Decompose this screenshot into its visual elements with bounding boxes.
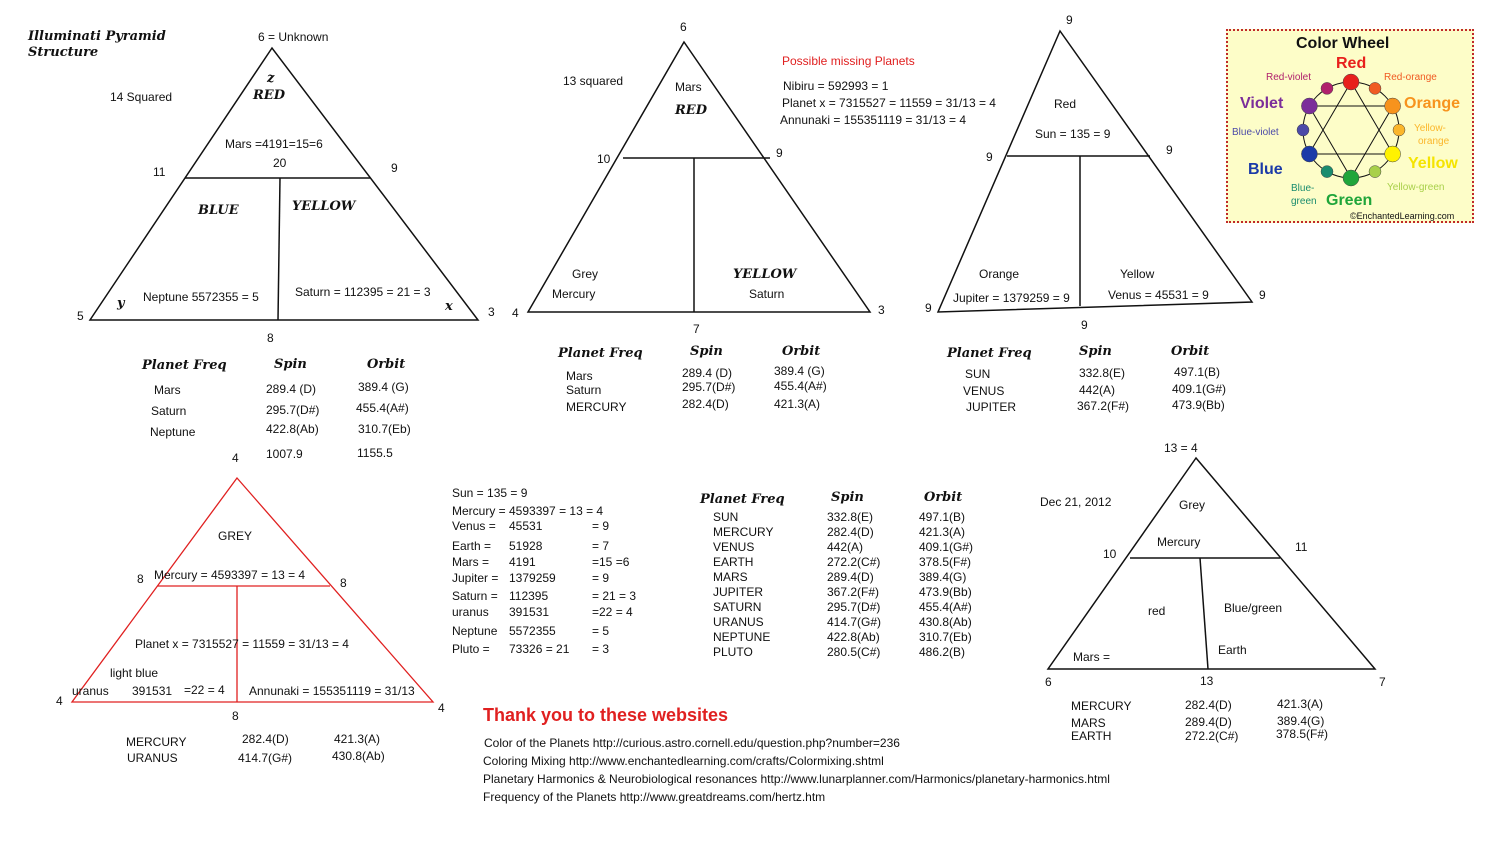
pyramid-d-bottom: 8 — [232, 709, 239, 723]
color-wheel-blue: Blue — [1248, 161, 1283, 178]
table-cell: MARS — [713, 570, 748, 584]
pyramid-b-yellow: YELLOW — [733, 267, 797, 282]
pyramid-b-grey: Grey — [572, 267, 599, 281]
table-cell: Mars — [566, 369, 593, 383]
table-cell: MERCURY — [1071, 699, 1132, 713]
table-cell: 455.4(A#) — [356, 401, 409, 415]
missing-planets-title: Possible missing Planets — [782, 54, 915, 68]
freq-table-header-orbit: Orbit — [924, 490, 963, 505]
color-wheel-red-violet: Red-violet — [1266, 72, 1312, 83]
table-cell: 295.7(D#) — [827, 600, 881, 614]
table-cell: VENUS — [963, 384, 1005, 398]
pyramid-d-uranus-eq: =22 = 4 — [184, 683, 225, 697]
table-cell: JUPITER — [713, 585, 764, 599]
numerology-cell: Jupiter = — [452, 571, 499, 585]
table-cell: 282.4(D) — [1185, 698, 1232, 712]
freq-table-header-planet: Planet Freq — [700, 492, 785, 507]
color-dot-green — [1343, 170, 1359, 186]
pyramid-a-red: RED — [253, 88, 285, 103]
numerology-cell: 112395 — [509, 589, 549, 603]
color-dot-blue-green — [1321, 166, 1333, 178]
pyramid-b-saturn: Saturn — [749, 287, 785, 301]
pyramid-e-blue-green: Blue/green — [1224, 601, 1283, 615]
table-cell: 389.4(G) — [919, 570, 967, 584]
pyramid-b-bottom-right: 3 — [878, 303, 885, 317]
pyramid-a-bottom-left: 5 — [77, 309, 84, 323]
pyramid-c-bottom: 9 — [1081, 318, 1088, 332]
table-cell: 455.4(A#) — [774, 379, 827, 393]
table-cell: 295.7(D#) — [266, 403, 320, 417]
table-cell: 473.9(Bb) — [1172, 398, 1225, 412]
pyramid-a-table-header-orbit: Orbit — [367, 357, 406, 372]
table-cell: SUN — [965, 367, 991, 381]
pyramid-a-top-label: 6 = Unknown — [258, 30, 329, 44]
pyramid-a-table-header-planet: Planet Freq — [142, 358, 227, 373]
color-wheel-dots — [1297, 74, 1405, 186]
pyramid-b-left-mid: 10 — [597, 152, 611, 166]
pyramid-c-bottom-right: 9 — [1259, 288, 1266, 302]
pyramid-c-sun: Sun = 135 = 9 — [1035, 127, 1111, 141]
pyramid-c-table-header-spin: Spin — [1079, 344, 1112, 359]
table-cell: 473.9(Bb) — [919, 585, 972, 599]
pyramid-a-title-line2: Structure — [28, 45, 99, 60]
table-cell: 389.4 (G) — [358, 380, 409, 394]
table-cell: 272.2(C#) — [827, 555, 881, 569]
table-cell: 422.8(Ab) — [266, 422, 319, 436]
numerology-cell: = 5 — [592, 624, 610, 638]
color-wheel-blue-green-1: Blue- — [1291, 183, 1315, 194]
table-cell: 421.3(A) — [1277, 697, 1324, 711]
pyramid-e-grey: Grey — [1179, 498, 1206, 512]
pyramid-a-title-line1: Illuminati Pyramid — [28, 29, 166, 44]
numerology-cell: uranus — [452, 605, 489, 619]
numerology-cell: 1379259 — [509, 571, 556, 585]
pyramid-a-left-mid: 11 — [153, 165, 166, 179]
table-cell: 430.8(Ab) — [919, 615, 972, 629]
table-cell: 289.4(D) — [1185, 715, 1232, 729]
table-cell: 282.4(D) — [827, 525, 874, 539]
table-cell: PLUTO — [713, 645, 753, 659]
numerology-cell: 4191 — [509, 555, 536, 569]
table-cell: SUN — [713, 510, 739, 524]
pyramid-a-bottom: 8 — [267, 331, 274, 345]
numerology-cell: = 9 — [592, 519, 610, 533]
table-cell: EARTH — [1071, 729, 1112, 743]
table-cell: 414.7(G#) — [827, 615, 882, 629]
table-cell: 421.3(A) — [919, 525, 966, 539]
pyramid-e-top: 13 = 4 — [1164, 441, 1198, 455]
color-dot-violet — [1301, 98, 1317, 114]
table-cell: 389.4(G) — [1277, 714, 1325, 728]
pyramid-a-y: y — [117, 296, 125, 311]
table-cell: Neptune — [150, 425, 196, 439]
pyramid-e-mercury: Mercury — [1157, 535, 1201, 549]
color-wheel-violet: Violet — [1240, 95, 1284, 112]
pyramid-e-earth: Earth — [1218, 643, 1247, 657]
pyramid-d-bottom-right: 4 — [438, 701, 445, 715]
pyramid-e-mars: Mars = — [1073, 650, 1111, 664]
color-wheel-blue-violet: Blue-violet — [1232, 127, 1279, 138]
pyramid-c-venus: Venus = 45531 = 9 — [1108, 288, 1209, 302]
pyramid-a-z: z — [267, 71, 275, 86]
color-wheel-blue-green-2: green — [1291, 196, 1317, 207]
color-wheel-green: Green — [1326, 192, 1373, 209]
pyramid-a-x: x — [445, 299, 453, 314]
pyramid-b-table-header-spin: Spin — [690, 344, 723, 359]
pyramid-b-mercury: Mercury — [552, 287, 596, 301]
pyramid-c-yellow: Yellow — [1120, 267, 1155, 281]
color-dot-yellow-green — [1369, 166, 1381, 178]
table-cell: 295.7(D#) — [682, 380, 736, 394]
pyramid-a-squared: 14 Squared — [110, 90, 173, 104]
pyramid-d-right-top: 8 — [340, 576, 347, 590]
numerology-cell: 5572355 — [509, 624, 556, 638]
color-dot-orange — [1385, 98, 1401, 114]
numerology-cell: = 7 — [592, 539, 610, 553]
thanks-line3: Planetary Harmonics & Neurobiological resonances http://www.lunarplanner.com/Harmonics/planetary-harmonics.html — [483, 772, 1110, 786]
color-dot-blue — [1301, 146, 1317, 162]
pyramid-e-outline — [1048, 458, 1375, 669]
pyramid-c-table-header-orbit: Orbit — [1171, 344, 1210, 359]
pyramid-a-bottom-right: 3 — [488, 305, 495, 319]
pyramid-b-red: RED — [675, 103, 707, 118]
table-cell: Saturn — [566, 383, 602, 397]
pyramid-c-bottom-left: 9 — [925, 301, 932, 315]
color-wheel-yellow-orange-2: orange — [1418, 136, 1450, 147]
pyramid-b-right-mid: 9 — [776, 146, 783, 160]
pyramid-b-bottom: 7 — [693, 322, 700, 336]
pyramid-e-left-mid: 10 — [1103, 547, 1117, 561]
table-cell: 442(A) — [1079, 383, 1116, 397]
color-wheel-title: Color Wheel — [1296, 35, 1390, 52]
color-dot-blue-violet — [1297, 124, 1309, 136]
pyramid-d-top: 4 — [232, 451, 239, 465]
table-cell: 430.8(Ab) — [332, 749, 385, 763]
color-dot-red-violet — [1321, 82, 1333, 94]
numerology-cell: Neptune — [452, 624, 498, 638]
table-cell: 421.3(A) — [774, 397, 821, 411]
table-cell: EARTH — [713, 555, 754, 569]
table-cell: 389.4 (G) — [774, 364, 825, 378]
pyramid-b-top: 6 — [680, 20, 687, 34]
table-cell: 378.5(F#) — [919, 555, 972, 569]
numerology-cell: 391531 — [509, 605, 550, 619]
table-cell: 378.5(F#) — [1276, 727, 1329, 741]
pyramid-a-total-orbit: 1155.5 — [357, 446, 393, 460]
pyramid-c-orange: Orange — [979, 267, 1020, 281]
color-dot-red — [1343, 74, 1359, 90]
color-wheel-credit: ©EnchantedLearning.com — [1350, 211, 1455, 221]
table-cell: 289.4 (D) — [266, 382, 317, 396]
table-cell: VENUS — [713, 540, 755, 554]
numerology-cell: Venus = — [452, 519, 496, 533]
thanks-title: Thank you to these websites — [483, 705, 729, 725]
pyramid-a-right-mid: 9 — [391, 161, 398, 175]
numerology-cell: Sun = 135 = 9 — [452, 486, 528, 500]
color-dot-red-orange — [1369, 82, 1381, 94]
table-cell: 280.5(C#) — [827, 645, 881, 659]
table-cell: SATURN — [713, 600, 762, 614]
table-cell: 367.2(F#) — [1077, 399, 1130, 413]
pyramid-a-table-header-spin: Spin — [274, 357, 307, 372]
numerology-cell: Saturn = — [452, 589, 498, 603]
numerology-cell: = 21 = 3 — [592, 589, 637, 603]
pyramid-c-top: 9 — [1066, 13, 1073, 27]
pyramid-d-uranus-num: 391531 — [132, 684, 173, 698]
numerology-cell: Pluto = — [452, 642, 490, 656]
table-cell: 421.3(A) — [334, 732, 381, 746]
color-wheel-orange: Orange — [1404, 95, 1461, 112]
thanks-line4: Frequency of the Planets http://www.greatdreams.com/hertz.htm — [483, 790, 826, 804]
pyramid-d-bottom-left: 4 — [56, 694, 63, 708]
table-cell: 310.7(Eb) — [358, 422, 411, 436]
table-cell: 414.7(G#) — [238, 751, 293, 765]
table-cell: 282.4(D) — [242, 732, 289, 746]
table-cell: 486.2(B) — [919, 645, 966, 659]
table-cell: MERCURY — [126, 735, 187, 749]
pyramid-c-right-mid: 9 — [1166, 143, 1173, 157]
numerology-cell: =22 = 4 — [592, 605, 633, 619]
pyramid-d-planet-x: Planet x = 7315527 = 11559 = 31/13 = 4 — [135, 637, 349, 651]
pyramid-b-table-header-planet: Planet Freq — [558, 346, 643, 361]
table-cell: 409.1(G#) — [1172, 382, 1227, 396]
pyramid-b-squared: 13 squared — [563, 74, 624, 88]
table-cell: Saturn — [151, 404, 187, 418]
pyramid-e-right-mid: 11 — [1295, 540, 1308, 554]
pyramid-e-red: red — [1148, 604, 1166, 618]
color-wheel-yellow-orange-1: Yellow- — [1414, 123, 1446, 134]
table-cell: 497.1(B) — [919, 510, 966, 524]
table-cell: 332.8(E) — [827, 510, 874, 524]
color-wheel-red-orange: Red-orange — [1384, 72, 1437, 83]
thanks-line2: Coloring Mixing http://www.enchantedlearning.com/crafts/Colormixing.shtml — [483, 754, 884, 768]
missing-planets-line3: Annunaki = 155351119 = 31/13 = 4 — [780, 113, 967, 127]
pyramid-d-grey: GREY — [218, 529, 253, 543]
numerology-cell: 45531 — [509, 519, 543, 533]
table-cell: 367.2(F#) — [827, 585, 880, 599]
color-dot-yellow — [1385, 146, 1401, 162]
pyramid-c-red: Red — [1054, 97, 1077, 111]
color-wheel-yellow-green: Yellow-green — [1387, 182, 1445, 193]
table-cell: 442(A) — [827, 540, 864, 554]
missing-planets-line2: Planet x = 7315527 = 11559 = 31/13 = 4 — [782, 96, 996, 110]
missing-planets-line1: Nibiru = 592993 = 1 — [783, 79, 889, 93]
pyramid-e-date: Dec 21, 2012 — [1040, 495, 1112, 509]
pyramid-a-n20: 20 — [273, 156, 287, 170]
color-wheel-ring — [1303, 82, 1399, 178]
pyramid-e-bottom: 13 — [1200, 674, 1214, 688]
pyramid-e-bottom-left: 6 — [1045, 675, 1052, 689]
pyramid-a-yellow: YELLOW — [292, 199, 356, 214]
pyramid-a-neptune: Neptune 5572355 = 5 — [143, 290, 259, 304]
table-cell: 332.8(E) — [1079, 366, 1126, 380]
pyramid-b-mars: Mars — [675, 80, 702, 94]
table-cell: MERCURY — [713, 525, 774, 539]
numerology-cell: Earth = — [452, 539, 492, 553]
color-wheel — [1226, 29, 1474, 223]
color-dot-yellow-orange — [1393, 124, 1405, 136]
table-cell: JUPITER — [966, 400, 1017, 414]
table-cell: 289.4(D) — [827, 570, 874, 584]
table-cell: 282.4(D) — [682, 397, 729, 411]
numerology-cell: 73326 = 21 — [509, 642, 570, 656]
numerology-cell: =15 =6 — [592, 555, 630, 569]
pyramid-d-left-top: 8 — [137, 572, 144, 586]
numerology-cell: Mercury = 4593397 = 13 = 4 — [452, 504, 604, 518]
table-cell: URANUS — [713, 615, 764, 629]
pyramid-a-blue: BLUE — [198, 203, 239, 218]
table-cell: 497.1(B) — [1174, 365, 1221, 379]
pyramid-c-left-mid: 9 — [986, 150, 993, 164]
table-cell: 289.4 (D) — [682, 366, 733, 380]
pyramid-d-light-blue: light blue — [110, 666, 159, 680]
color-wheel-yellow: Yellow — [1408, 155, 1458, 172]
pyramid-d-annunaki: Annunaki = 155351119 = 31/13 — [249, 684, 415, 698]
freq-table-header-spin: Spin — [831, 490, 864, 505]
numerology-cell: = 3 — [592, 642, 610, 656]
pyramid-c-table-header-planet: Planet Freq — [947, 346, 1032, 361]
pyramid-c-jupiter: Jupiter = 1379259 = 9 — [953, 291, 1070, 305]
numerology-cell: = 9 — [592, 571, 610, 585]
pyramid-d-mercury-eq: Mercury = 4593397 = 13 = 4 — [154, 568, 306, 582]
table-cell: MERCURY — [566, 400, 627, 414]
numerology-cell: Mars = — [452, 555, 490, 569]
table-cell: MARS — [1071, 716, 1106, 730]
pyramid-d-uranus: uranus — [72, 684, 109, 698]
table-cell: URANUS — [127, 751, 178, 765]
thanks-line1: Color of the Planets http://curious.astro.cornell.edu/question.php?number=236 — [484, 736, 900, 750]
table-cell: 310.7(Eb) — [919, 630, 972, 644]
table-cell: NEPTUNE — [713, 630, 771, 644]
pyramid-a-saturn: Saturn = 112395 = 21 = 3 — [295, 285, 431, 299]
pyramid-a-mars-eq: Mars =4191=15=6 — [225, 137, 323, 151]
table-cell: 455.4(A#) — [919, 600, 972, 614]
pyramid-e-bottom-right: 7 — [1379, 675, 1386, 689]
color-wheel-red: Red — [1336, 55, 1367, 72]
table-cell: Mars — [154, 383, 181, 397]
numerology-cell: 51928 — [509, 539, 543, 553]
pyramid-b-bottom-left: 4 — [512, 306, 519, 320]
pyramid-b-table-header-orbit: Orbit — [782, 344, 821, 359]
table-cell: 422.8(Ab) — [827, 630, 880, 644]
table-cell: 272.2(C#) — [1185, 729, 1239, 743]
table-cell: 409.1(G#) — [919, 540, 974, 554]
pyramid-a-total-spin: 1007.9 — [266, 447, 303, 461]
